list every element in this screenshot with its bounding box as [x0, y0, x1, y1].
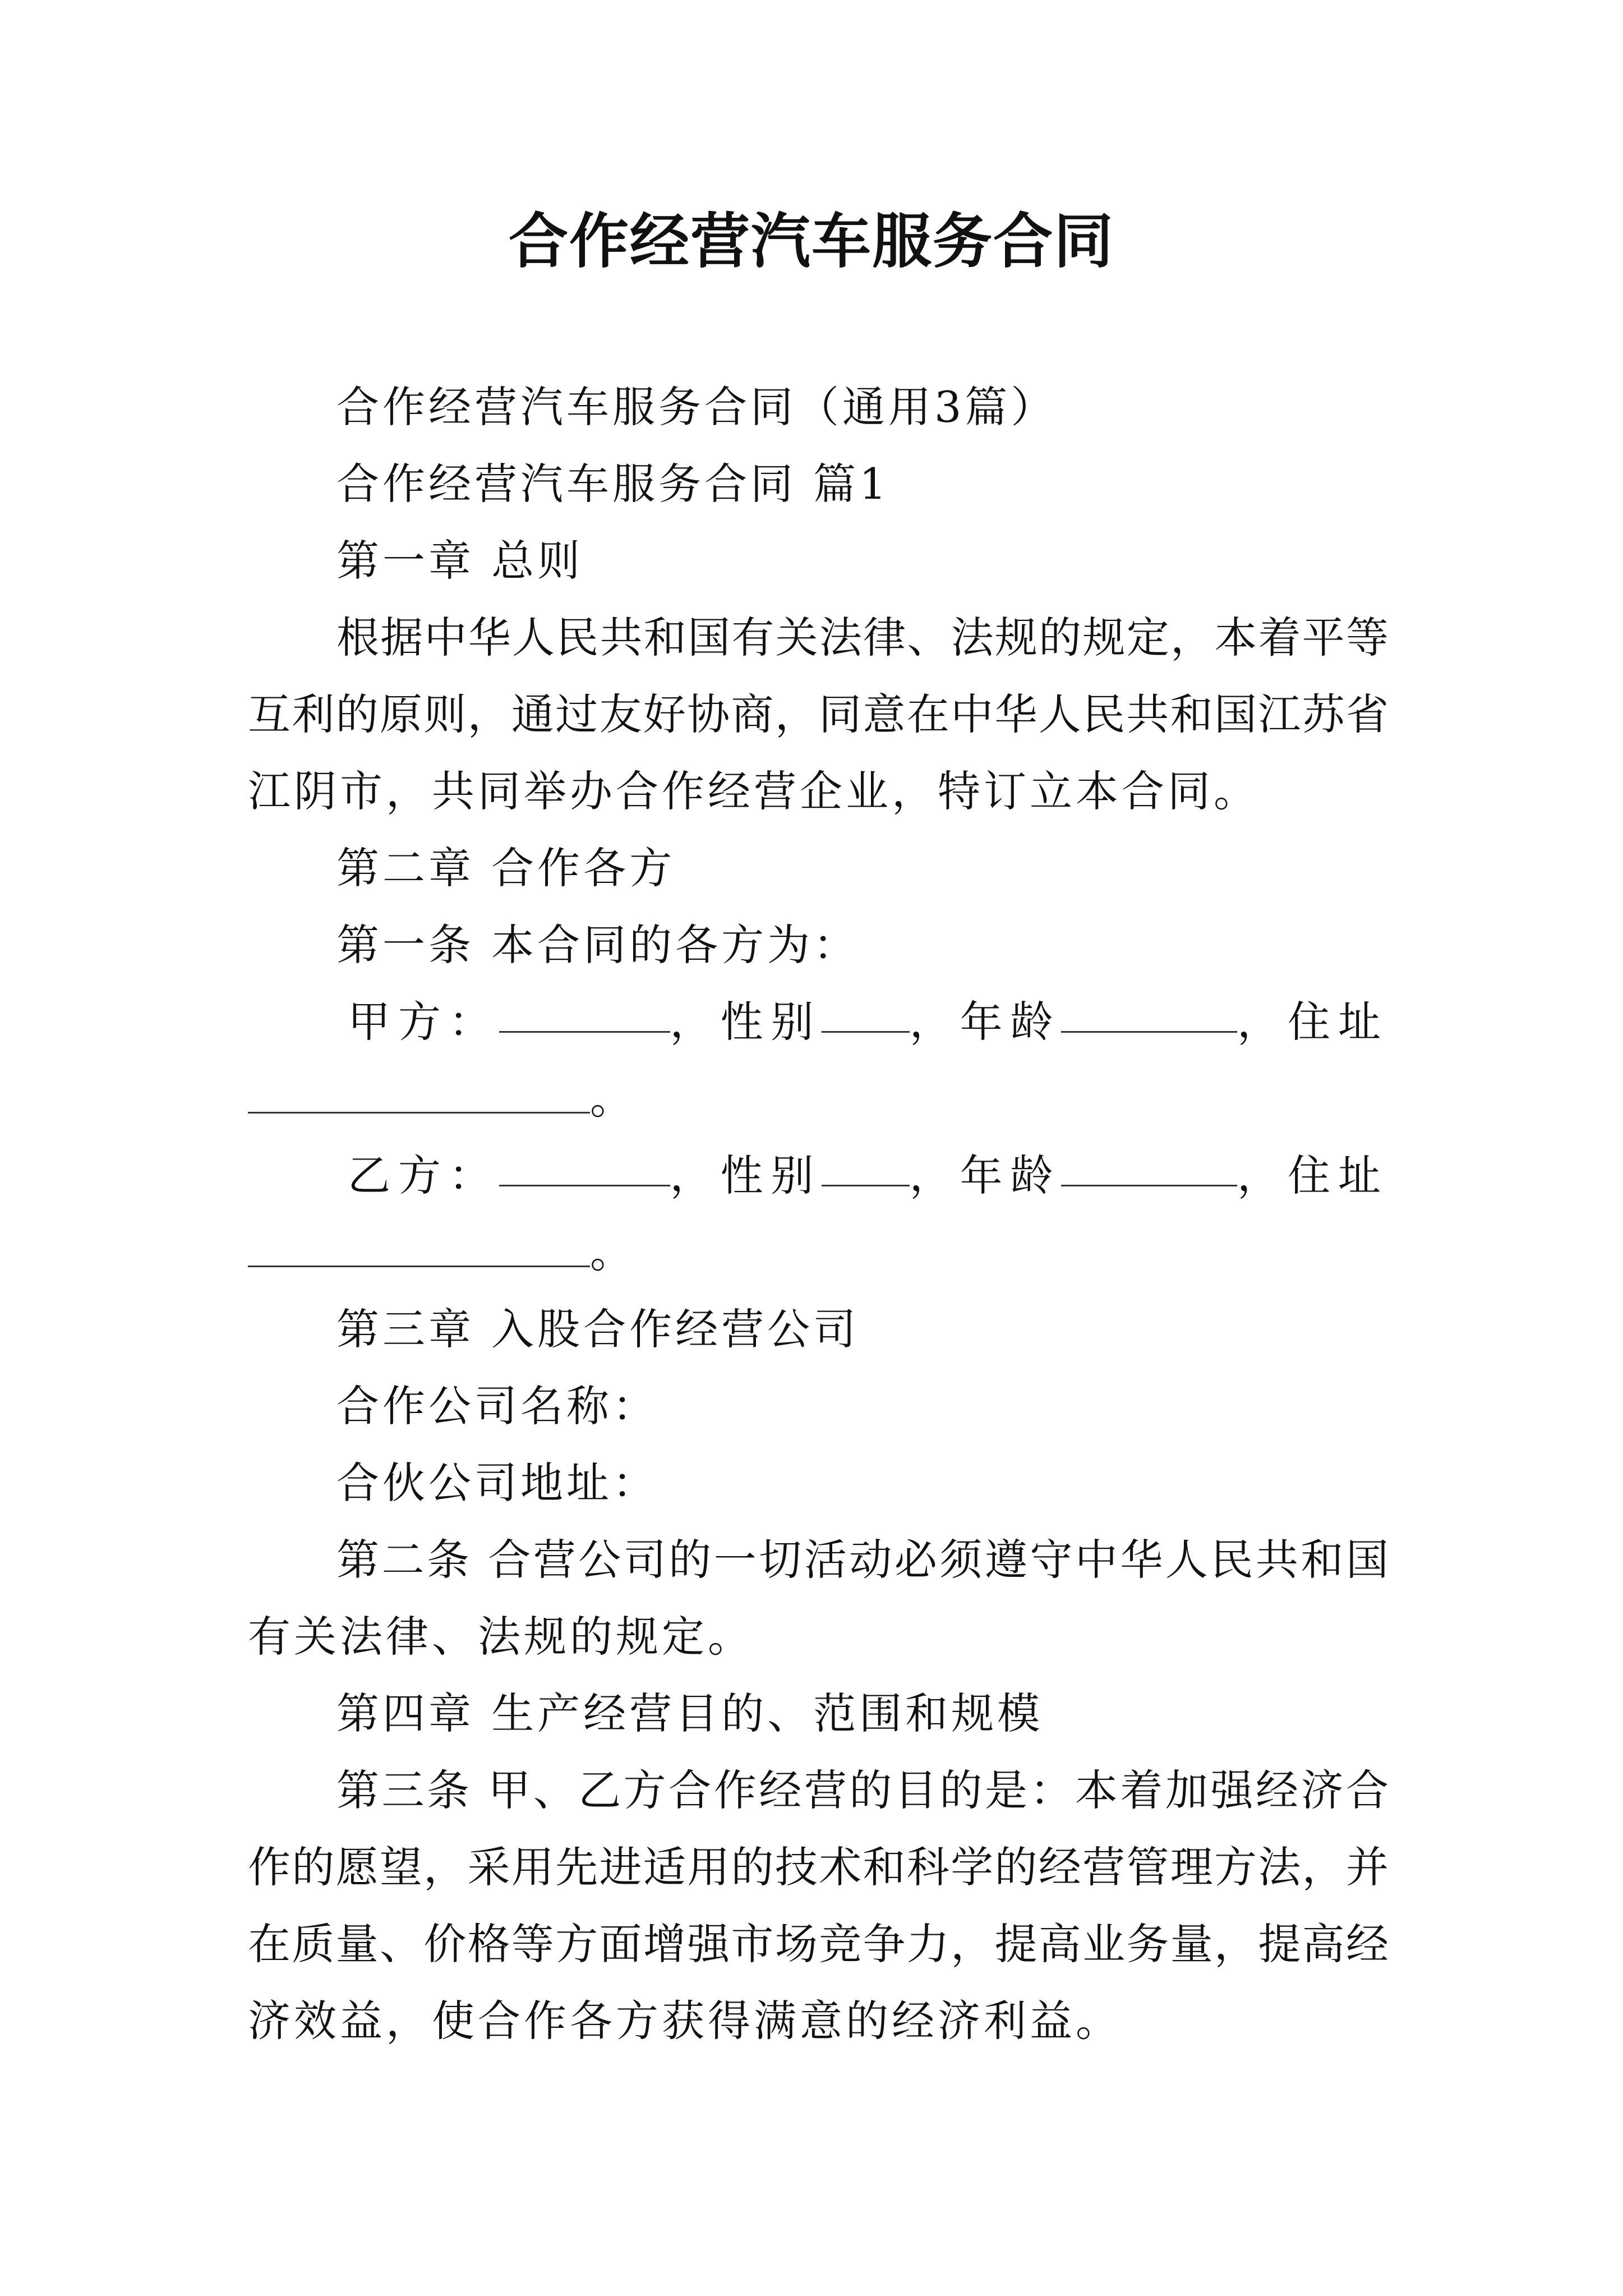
party-a-label: 甲方： — [348, 997, 499, 1047]
article-1: 第一条 本合同的各方为： — [336, 920, 860, 970]
party-a-age-label: ，年龄 — [909, 997, 1061, 1047]
party-a-address-blank — [248, 1075, 590, 1114]
party-b-address-line — [248, 1225, 636, 1281]
paragraph-line: 江阴市，共同举办合作经营企业，特订立本合同。 — [248, 766, 1260, 816]
party-a-line — [348, 994, 1389, 1050]
part-heading: 合作经营汽车服务合同 篇1 — [336, 459, 890, 509]
article-2-line: 有关法律、法规的规定。 — [248, 1612, 754, 1662]
party-a-age-blank — [1061, 994, 1237, 1033]
chapter-1-heading: 第一章 总则 — [336, 536, 584, 586]
company-address-field: 合伙公司地址： — [336, 1458, 658, 1508]
party-a-end: 。 — [590, 1074, 636, 1124]
article-3-line: 在质量、价格等方面增强市场竞争力，提高业务量，提高经 — [248, 1919, 1389, 1969]
chapter-3-heading: 第三章 入股合作经营公司 — [336, 1304, 860, 1354]
party-b-age-label: ，年龄 — [909, 1151, 1061, 1200]
article-2-line: 第二条 合营公司的一切活动必须遵守中华人民共和国 — [336, 1535, 1389, 1585]
party-b-label: 乙方： — [348, 1151, 499, 1200]
article-3-line: 作的愿望，采用先进适用的技术和科学的经营管理方法，并 — [248, 1842, 1389, 1892]
party-b-addr-label: ，住址 — [1237, 1151, 1389, 1200]
chapter-2-heading: 第二章 合作各方 — [336, 843, 676, 893]
party-b-sex-blank — [822, 1148, 910, 1186]
document-title: 合作经营汽车服务合同 — [509, 206, 1114, 276]
party-b-age-blank — [1061, 1148, 1237, 1186]
document-subtitle: 合作经营汽车服务合同（通用3篇） — [336, 382, 1057, 432]
party-b-address-blank — [248, 1228, 590, 1267]
party-b-end: 。 — [590, 1227, 636, 1277]
party-a-addr-label: ，住址 — [1237, 997, 1389, 1047]
company-name-field: 合作公司名称： — [336, 1381, 658, 1431]
chapter-4-heading: 第四章 生产经营目的、范围和规模 — [336, 1688, 1044, 1738]
party-b-name-blank — [499, 1148, 670, 1186]
article-3-line: 第三条 甲、乙方合作经营的目的是：本着加强经济合 — [336, 1765, 1389, 1815]
party-a-name-blank — [499, 994, 670, 1033]
party-a-sex-blank — [822, 994, 910, 1033]
paragraph-line: 根据中华人民共和国有关法律、法规的规定，本着平等 — [336, 613, 1389, 662]
party-a-address-line — [248, 1071, 636, 1127]
article-3-line: 济效益，使合作各方获得满意的经济利益。 — [248, 1996, 1122, 2046]
party-b-sex-label: ，性别 — [670, 1151, 822, 1200]
party-a-sex-label: ，性别 — [670, 997, 822, 1047]
party-b-line — [348, 1148, 1389, 1204]
paragraph-line: 互利的原则，通过友好协商，同意在中华人民共和国江苏省 — [248, 689, 1389, 739]
